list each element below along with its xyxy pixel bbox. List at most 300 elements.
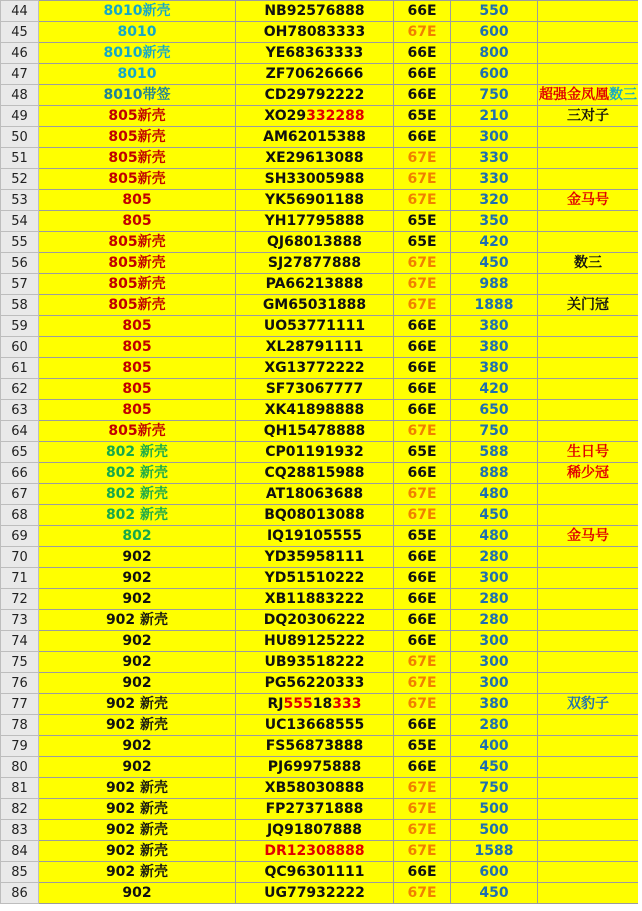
cell-type[interactable] [394, 295, 451, 316]
cell-note[interactable] [538, 148, 639, 169]
cell-model[interactable] [39, 190, 236, 211]
cell-price[interactable]: 480 [451, 484, 538, 505]
cell-plate[interactable] [236, 799, 394, 820]
cell-note[interactable] [538, 232, 639, 253]
cell-type[interactable] [394, 820, 451, 841]
row-number-header[interactable]: 62 [1, 379, 39, 400]
cell-plate[interactable] [236, 127, 394, 148]
cell-price[interactable]: 400 [451, 736, 538, 757]
cell-type[interactable] [394, 778, 451, 799]
row-number-header[interactable]: 47 [1, 64, 39, 85]
cell-model[interactable] [39, 694, 236, 715]
cell-price[interactable]: 210 [451, 106, 538, 127]
cell-price[interactable]: 1588 [451, 841, 538, 862]
cell-model[interactable] [39, 463, 236, 484]
cell-price[interactable]: 420 [451, 379, 538, 400]
cell-text: HU89125222 [263, 632, 365, 649]
cell-price[interactable]: 380 [451, 694, 538, 715]
cell-price[interactable]: 750 [451, 421, 538, 442]
cell-type[interactable] [394, 652, 451, 673]
cell-price[interactable]: 300 [451, 673, 538, 694]
cell-type[interactable] [394, 211, 451, 232]
cell-note[interactable] [538, 778, 639, 799]
row-number-header[interactable]: 68 [1, 505, 39, 526]
table-row [1, 148, 639, 169]
cell-plate[interactable] [236, 589, 394, 610]
cell-model[interactable] [39, 253, 236, 274]
cell-note[interactable] [538, 85, 639, 106]
cell-text: IQ19105555 [266, 527, 363, 544]
cell-type[interactable] [394, 673, 451, 694]
row-number-header[interactable]: 54 [1, 211, 39, 232]
cell-plate[interactable] [236, 85, 394, 106]
row-number-header[interactable]: 75 [1, 652, 39, 673]
cell-type[interactable] [394, 400, 451, 421]
cell-note[interactable] [538, 190, 639, 211]
cell-price[interactable]: 330 [451, 148, 538, 169]
cell-plate[interactable] [236, 232, 394, 253]
cell-note[interactable] [538, 463, 639, 484]
cell-note[interactable] [538, 64, 639, 85]
row-number-header[interactable]: 44 [1, 1, 39, 22]
row-number-header[interactable]: 72 [1, 589, 39, 610]
cell-price[interactable]: 300 [451, 652, 538, 673]
cell-text: 805 [122, 317, 152, 334]
cell-model[interactable] [39, 652, 236, 673]
cell-plate[interactable] [236, 694, 394, 715]
cell-price[interactable]: 450 [451, 757, 538, 778]
cell-price[interactable]: 280 [451, 715, 538, 736]
cell-note[interactable] [538, 127, 639, 148]
cell-note[interactable] [538, 253, 639, 274]
cell-model[interactable] [39, 505, 236, 526]
cell-model[interactable] [39, 211, 236, 232]
row-number-header[interactable]: 58 [1, 295, 39, 316]
cell-text: 902 [122, 884, 152, 901]
cell-model[interactable] [39, 106, 236, 127]
cell-plate[interactable] [236, 673, 394, 694]
row-number-header[interactable]: 55 [1, 232, 39, 253]
cell-plate[interactable] [236, 820, 394, 841]
cell-type[interactable] [394, 379, 451, 400]
cell-price[interactable]: 380 [451, 337, 538, 358]
cell-model[interactable] [39, 547, 236, 568]
cell-text: 66E [407, 863, 437, 880]
cell-note[interactable] [538, 43, 639, 64]
cell-type[interactable] [394, 274, 451, 295]
cell-type[interactable] [394, 589, 451, 610]
cell-price[interactable]: 750 [451, 778, 538, 799]
row-number-header[interactable]: 63 [1, 400, 39, 421]
row-number-header[interactable]: 59 [1, 316, 39, 337]
cell-price[interactable]: 450 [451, 883, 538, 904]
cell-model[interactable] [39, 526, 236, 547]
cell-model[interactable] [39, 862, 236, 883]
cell-model[interactable] [39, 295, 236, 316]
cell-note[interactable] [538, 841, 639, 862]
cell-text: 数三 [609, 86, 637, 103]
cell-text: 66E [407, 128, 437, 145]
cell-type[interactable] [394, 841, 451, 862]
cell-note[interactable] [538, 883, 639, 904]
cell-note[interactable] [538, 274, 639, 295]
cell-plate[interactable] [236, 169, 394, 190]
table-row [1, 22, 639, 43]
table-row [1, 316, 639, 337]
table-row [1, 652, 639, 673]
cell-price[interactable]: 280 [451, 547, 538, 568]
cell-plate[interactable] [236, 253, 394, 274]
cell-price[interactable]: 450 [451, 253, 538, 274]
cell-text: UB93518222 [264, 653, 365, 670]
cell-plate[interactable] [236, 316, 394, 337]
cell-plate[interactable] [236, 463, 394, 484]
cell-plate[interactable] [236, 379, 394, 400]
cell-text: YE68363333 [265, 44, 364, 61]
cell-note[interactable] [538, 652, 639, 673]
cell-note[interactable] [538, 1, 639, 22]
cell-type[interactable] [394, 358, 451, 379]
cell-note[interactable] [538, 820, 639, 841]
cell-note[interactable] [538, 337, 639, 358]
cell-price[interactable]: 600 [451, 64, 538, 85]
cell-text: 65E [407, 107, 437, 124]
table-row [1, 673, 639, 694]
cell-type[interactable] [394, 43, 451, 64]
cell-type[interactable] [394, 253, 451, 274]
cell-price[interactable]: 280 [451, 589, 538, 610]
cell-model[interactable] [39, 778, 236, 799]
cell-type[interactable] [394, 421, 451, 442]
cell-type[interactable] [394, 64, 451, 85]
row-number-header[interactable]: 66 [1, 463, 39, 484]
row-number-header[interactable]: 82 [1, 799, 39, 820]
cell-plate[interactable] [236, 148, 394, 169]
cell-note[interactable] [538, 631, 639, 652]
cell-text: 66E [407, 464, 437, 481]
cell-type[interactable] [394, 22, 451, 43]
cell-type[interactable] [394, 799, 451, 820]
cell-text: 8010 [117, 23, 157, 40]
cell-type[interactable] [394, 484, 451, 505]
cell-note[interactable] [538, 736, 639, 757]
cell-model[interactable] [39, 337, 236, 358]
cell-price[interactable]: 650 [451, 400, 538, 421]
cell-text: 805新壳 [108, 128, 166, 145]
cell-type[interactable] [394, 610, 451, 631]
cell-type[interactable] [394, 190, 451, 211]
cell-type[interactable] [394, 694, 451, 715]
cell-note[interactable] [538, 169, 639, 190]
cell-price[interactable]: 380 [451, 358, 538, 379]
cell-text: 902 新壳 [105, 779, 169, 796]
cell-text: 66E [407, 611, 437, 628]
cell-type[interactable] [394, 715, 451, 736]
cell-model[interactable] [39, 484, 236, 505]
cell-model[interactable] [39, 232, 236, 253]
cell-model[interactable] [39, 631, 236, 652]
cell-note[interactable] [538, 484, 639, 505]
cell-type[interactable] [394, 85, 451, 106]
row-number-header[interactable]: 78 [1, 715, 39, 736]
row-number-header[interactable]: 64 [1, 421, 39, 442]
row-number-header[interactable]: 61 [1, 358, 39, 379]
cell-model[interactable] [39, 883, 236, 904]
cell-price[interactable]: 420 [451, 232, 538, 253]
cell-price[interactable]: 750 [451, 85, 538, 106]
cell-note[interactable] [538, 106, 639, 127]
cell-price[interactable]: 1888 [451, 295, 538, 316]
row-number-header[interactable]: 76 [1, 673, 39, 694]
row-number-header[interactable]: 80 [1, 757, 39, 778]
cell-text: 67E [407, 149, 437, 166]
row-number-header[interactable]: 49 [1, 106, 39, 127]
cell-plate[interactable] [236, 400, 394, 421]
row-number-header[interactable]: 74 [1, 631, 39, 652]
cell-type[interactable] [394, 505, 451, 526]
cell-note[interactable] [538, 526, 639, 547]
cell-text: 66E [407, 401, 437, 418]
cell-note[interactable] [538, 715, 639, 736]
row-number-header[interactable]: 86 [1, 883, 39, 904]
cell-model[interactable] [39, 169, 236, 190]
cell-text: 金马号 [567, 191, 609, 208]
cell-plate[interactable] [236, 547, 394, 568]
row-number-header[interactable]: 51 [1, 148, 39, 169]
cell-type[interactable] [394, 1, 451, 22]
row-number-header[interactable]: 79 [1, 736, 39, 757]
row-number-header[interactable]: 70 [1, 547, 39, 568]
row-number-header[interactable]: 85 [1, 862, 39, 883]
cell-type[interactable] [394, 106, 451, 127]
cell-note[interactable] [538, 589, 639, 610]
row-number-header[interactable]: 73 [1, 610, 39, 631]
cell-model[interactable] [39, 841, 236, 862]
row-number-header[interactable]: 69 [1, 526, 39, 547]
cell-plate[interactable] [236, 862, 394, 883]
cell-price[interactable]: 600 [451, 22, 538, 43]
cell-plate[interactable] [236, 568, 394, 589]
cell-model[interactable] [39, 421, 236, 442]
cell-model[interactable] [39, 757, 236, 778]
cell-model[interactable] [39, 358, 236, 379]
cell-model[interactable] [39, 316, 236, 337]
cell-type[interactable] [394, 463, 451, 484]
cell-note[interactable] [538, 379, 639, 400]
cell-note[interactable] [538, 547, 639, 568]
cell-type[interactable] [394, 148, 451, 169]
table-row [1, 379, 639, 400]
cell-price[interactable]: 500 [451, 799, 538, 820]
cell-model[interactable] [39, 274, 236, 295]
cell-type[interactable] [394, 442, 451, 463]
cell-plate[interactable] [236, 337, 394, 358]
cell-note[interactable] [538, 799, 639, 820]
cell-price[interactable]: 888 [451, 463, 538, 484]
cell-model[interactable] [39, 799, 236, 820]
cell-price[interactable]: 320 [451, 190, 538, 211]
row-number-header[interactable]: 65 [1, 442, 39, 463]
row-number-header[interactable]: 53 [1, 190, 39, 211]
cell-price[interactable]: 588 [451, 442, 538, 463]
row-number-header[interactable]: 71 [1, 568, 39, 589]
row-number-header[interactable]: 57 [1, 274, 39, 295]
cell-type[interactable] [394, 169, 451, 190]
cell-model[interactable] [39, 568, 236, 589]
cell-type[interactable] [394, 316, 451, 337]
cell-text: 805新壳 [108, 254, 166, 271]
cell-model[interactable] [39, 400, 236, 421]
cell-plate[interactable] [236, 106, 394, 127]
cell-plate[interactable] [236, 190, 394, 211]
cell-plate[interactable] [236, 610, 394, 631]
cell-model[interactable] [39, 1, 236, 22]
cell-model[interactable] [39, 127, 236, 148]
table-row [1, 547, 639, 568]
cell-price[interactable]: 450 [451, 505, 538, 526]
cell-plate[interactable] [236, 211, 394, 232]
cell-text: 902 [122, 590, 152, 607]
cell-note[interactable] [538, 757, 639, 778]
cell-price[interactable]: 988 [451, 274, 538, 295]
table-row [1, 736, 639, 757]
row-number-header[interactable]: 56 [1, 253, 39, 274]
table-row [1, 232, 639, 253]
cell-note[interactable] [538, 295, 639, 316]
cell-price[interactable]: 350 [451, 211, 538, 232]
cell-plate[interactable] [236, 505, 394, 526]
cell-note[interactable] [538, 316, 639, 337]
cell-plate[interactable] [236, 442, 394, 463]
row-number-header[interactable]: 77 [1, 694, 39, 715]
cell-model[interactable] [39, 379, 236, 400]
cell-type[interactable] [394, 127, 451, 148]
cell-note[interactable] [538, 862, 639, 883]
cell-text: SJ27877888 [267, 254, 362, 271]
cell-type[interactable] [394, 757, 451, 778]
cell-price[interactable]: 300 [451, 127, 538, 148]
row-number-header[interactable]: 52 [1, 169, 39, 190]
row-number-header[interactable]: 67 [1, 484, 39, 505]
cell-price[interactable]: 550 [451, 1, 538, 22]
cell-type[interactable] [394, 232, 451, 253]
cell-price[interactable]: 280 [451, 610, 538, 631]
cell-price[interactable]: 800 [451, 43, 538, 64]
row-number-header[interactable]: 83 [1, 820, 39, 841]
cell-type[interactable] [394, 337, 451, 358]
cell-price[interactable]: 300 [451, 568, 538, 589]
cell-plate[interactable] [236, 715, 394, 736]
cell-note[interactable] [538, 421, 639, 442]
cell-model[interactable] [39, 715, 236, 736]
cell-model[interactable] [39, 148, 236, 169]
cell-plate[interactable] [236, 652, 394, 673]
cell-price[interactable]: 330 [451, 169, 538, 190]
cell-price[interactable]: 380 [451, 316, 538, 337]
cell-text: CP01191932 [265, 443, 364, 460]
cell-type[interactable] [394, 883, 451, 904]
cell-model[interactable] [39, 736, 236, 757]
cell-text: 902 新壳 [105, 842, 169, 859]
row-number-header[interactable]: 60 [1, 337, 39, 358]
cell-text: 66E [407, 716, 437, 733]
cell-plate[interactable] [236, 1, 394, 22]
cell-model[interactable] [39, 22, 236, 43]
cell-plate[interactable] [236, 43, 394, 64]
cell-note[interactable] [538, 211, 639, 232]
cell-plate[interactable] [236, 841, 394, 862]
cell-plate[interactable] [236, 631, 394, 652]
row-number-header[interactable]: 48 [1, 85, 39, 106]
cell-note[interactable] [538, 22, 639, 43]
cell-text: 902 新壳 [105, 611, 169, 628]
cell-type[interactable] [394, 526, 451, 547]
cell-text: 902 [122, 653, 152, 670]
cell-note[interactable] [538, 673, 639, 694]
cell-note[interactable] [538, 694, 639, 715]
row-number-header[interactable]: 50 [1, 127, 39, 148]
cell-note[interactable] [538, 610, 639, 631]
cell-plate[interactable] [236, 22, 394, 43]
cell-type[interactable] [394, 736, 451, 757]
row-number-header[interactable]: 45 [1, 22, 39, 43]
cell-text: 双豹子 [567, 695, 609, 712]
cell-type[interactable] [394, 568, 451, 589]
row-number-header[interactable]: 46 [1, 43, 39, 64]
cell-type[interactable] [394, 547, 451, 568]
cell-note[interactable] [538, 505, 639, 526]
cell-price[interactable]: 600 [451, 862, 538, 883]
cell-text: NB92576888 [264, 2, 365, 19]
cell-model[interactable] [39, 589, 236, 610]
cell-plate[interactable] [236, 757, 394, 778]
cell-note[interactable] [538, 400, 639, 421]
cell-note[interactable] [538, 568, 639, 589]
row-number-header[interactable]: 81 [1, 778, 39, 799]
cell-plate[interactable] [236, 736, 394, 757]
cell-plate[interactable] [236, 778, 394, 799]
cell-plate[interactable] [236, 526, 394, 547]
cell-plate[interactable] [236, 421, 394, 442]
cell-type[interactable] [394, 862, 451, 883]
cell-model[interactable] [39, 442, 236, 463]
cell-plate[interactable] [236, 274, 394, 295]
cell-plate[interactable] [236, 883, 394, 904]
cell-price[interactable]: 300 [451, 631, 538, 652]
cell-text: 67E [407, 170, 437, 187]
cell-text: 8010新壳 [103, 2, 171, 19]
table-row [1, 442, 639, 463]
cell-type[interactable] [394, 631, 451, 652]
cell-plate[interactable] [236, 358, 394, 379]
cell-plate[interactable] [236, 64, 394, 85]
cell-text: 333 [332, 695, 362, 712]
cell-model[interactable] [39, 85, 236, 106]
cell-plate[interactable] [236, 484, 394, 505]
cell-price[interactable]: 500 [451, 820, 538, 841]
cell-model[interactable] [39, 673, 236, 694]
cell-model[interactable] [39, 820, 236, 841]
cell-plate[interactable] [236, 295, 394, 316]
row-number-header[interactable]: 84 [1, 841, 39, 862]
cell-note[interactable] [538, 442, 639, 463]
cell-price[interactable]: 480 [451, 526, 538, 547]
cell-model[interactable] [39, 64, 236, 85]
table-row [1, 190, 639, 211]
cell-note[interactable] [538, 358, 639, 379]
cell-model[interactable] [39, 43, 236, 64]
cell-model[interactable] [39, 610, 236, 631]
